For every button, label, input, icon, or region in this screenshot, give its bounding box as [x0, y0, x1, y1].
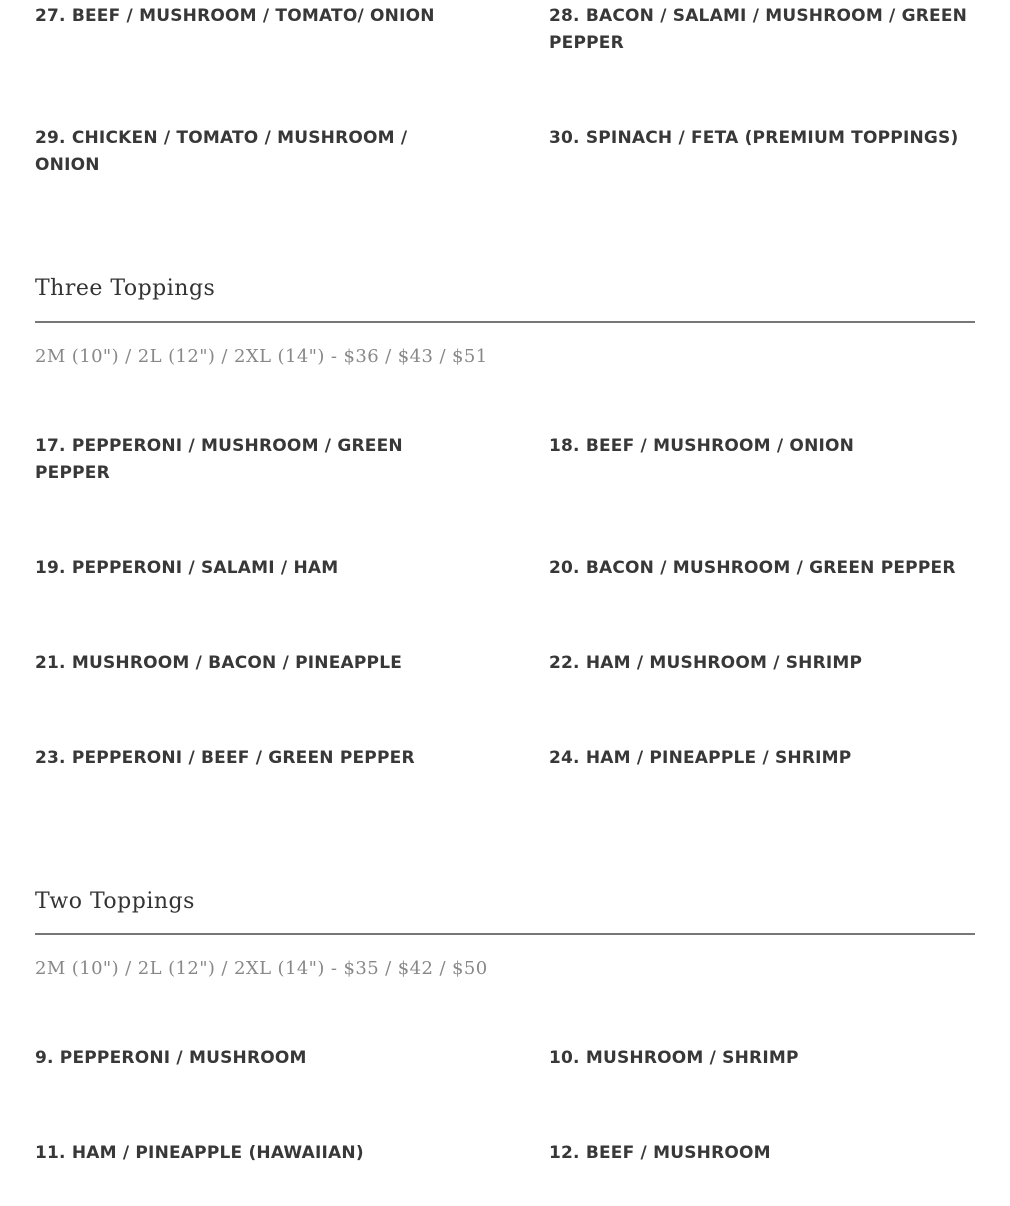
menu-item-22: 22. HAM / MUSHROOM / SHRIMP: [549, 653, 863, 673]
menu-item-19: 19. PEPPERONI / SALAMI / HAM: [35, 558, 339, 578]
menu-item-28: 28. BACON / SALAMI / MUSHROOM / GREEN PEPPER: [549, 6, 968, 53]
section-divider: [35, 321, 975, 323]
menu-item-23: 23. PEPPERONI / BEEF / GREEN PEPPER: [35, 748, 415, 768]
menu-item-18: 18. BEEF / MUSHROOM / ONION: [549, 436, 855, 456]
section-title-two-toppings: Two Toppings: [35, 889, 195, 914]
menu-item-10: 10. MUSHROOM / SHRIMP: [549, 1048, 799, 1068]
menu-item-29: 29. CHICKEN / TOMATO / MUSHROOM / ONION: [35, 128, 408, 175]
price-line-two-toppings: 2M (10") / 2L (12") / 2XL (14") - $35 / $42 / $50: [35, 958, 488, 979]
menu-item-30: 30. SPINACH / FETA (PREMIUM TOPPINGS): [549, 128, 959, 148]
menu-item-24: 24. HAM / PINEAPPLE / SHRIMP: [549, 748, 852, 768]
price-line-three-toppings: 2M (10") / 2L (12") / 2XL (14") - $36 / $43 / $51: [35, 346, 488, 367]
menu-item-9: 9. PEPPERONI / MUSHROOM: [35, 1048, 307, 1068]
menu-item-27: 27. BEEF / MUSHROOM / TOMATO/ ONION: [35, 6, 435, 26]
menu-item-12: 12. BEEF / MUSHROOM: [549, 1143, 771, 1163]
menu-item-17: 17. PEPPERONI / MUSHROOM / GREEN PEPPER: [35, 436, 403, 483]
menu-item-11: 11. HAM / PINEAPPLE (HAWAIIAN): [35, 1143, 364, 1163]
section-title-three-toppings: Three Toppings: [35, 276, 216, 301]
menu-item-21: 21. MUSHROOM / BACON / PINEAPPLE: [35, 653, 403, 673]
menu-item-20: 20. BACON / MUSHROOM / GREEN PEPPER: [549, 558, 956, 578]
section-divider: [35, 933, 975, 935]
